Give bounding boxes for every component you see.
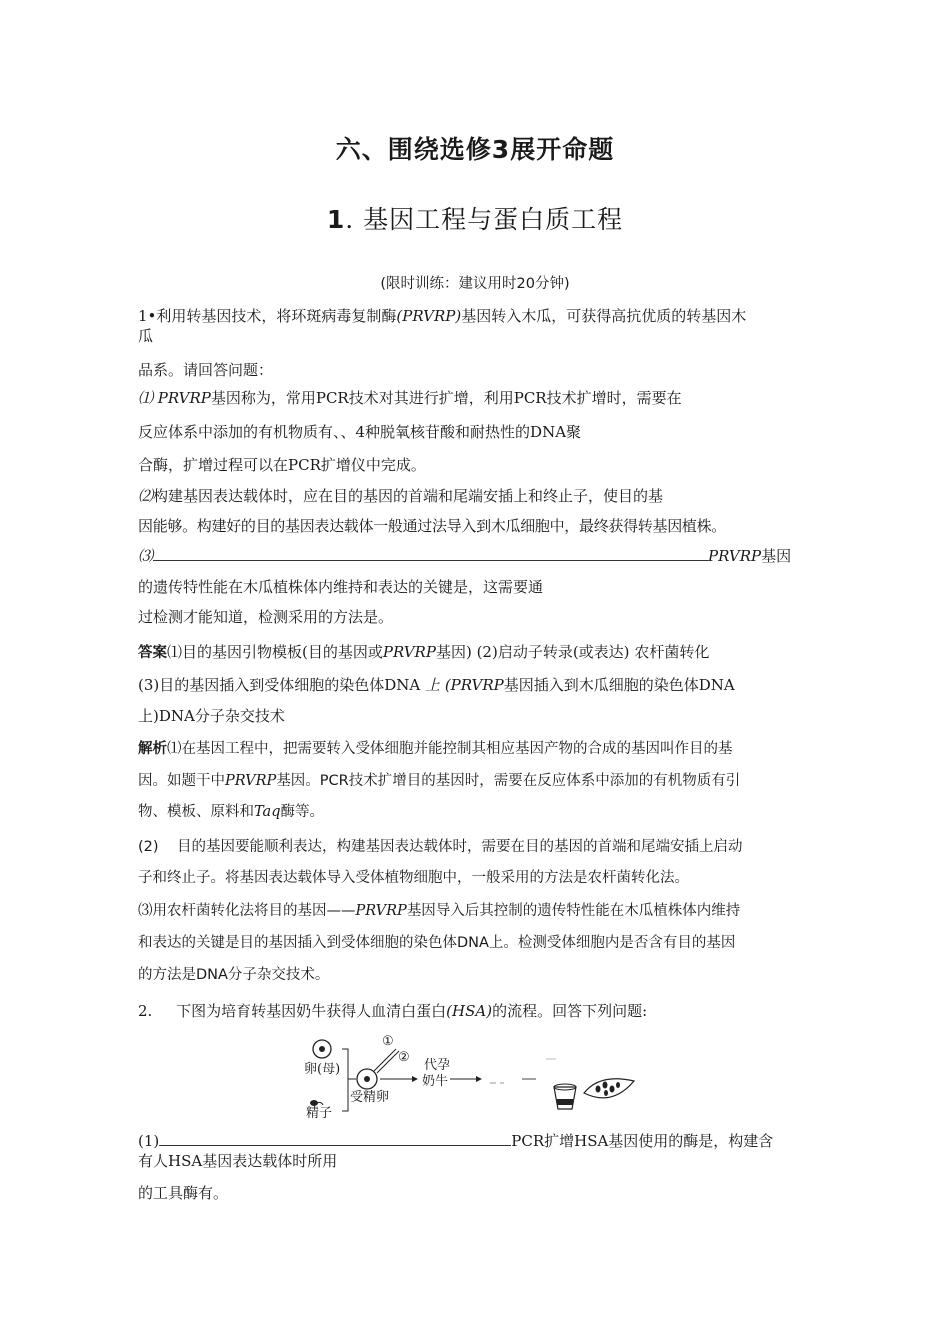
answer1-line2 <box>138 675 818 695</box>
analysis1-line8: 的方法是DNA分子杂交技术。 <box>138 967 330 983</box>
q1-part1-line3: 合酶，扩增过程可以在PCR扩增仪中完成。 <box>138 456 426 474</box>
q1-part3-line3: 过检测才能知道，检测采用的方法是。 <box>138 608 394 626</box>
gene-name: (PRVRP <box>444 676 504 694</box>
zygote-label: 受精卵 <box>350 1090 390 1105</box>
injection-pipette-icon <box>374 1049 396 1071</box>
analysis1-line3 <box>138 802 818 822</box>
topic-heading <box>0 200 950 236</box>
analysis-text: ⑶用农杆菌转化法将目的基因—— <box>138 903 356 919</box>
step2-marker: ② <box>398 1050 410 1065</box>
q1-stem-text: 1•利用转基因技术，将环斑病毒复制酶 <box>138 307 397 325</box>
gene-name: PRVRP <box>153 389 211 407</box>
topic-title: 基因工程与蛋白质工程 <box>363 205 624 234</box>
answer-blank[interactable] <box>159 1131 511 1146</box>
answer-label: 答案 <box>138 645 167 661</box>
analysis1-line1 <box>138 739 818 759</box>
answer-blank[interactable] <box>153 546 708 561</box>
part-text: 基因称为，常用PCR技术对其进行扩增，利用PCR技术扩增时，需要在 <box>210 389 682 407</box>
answer-text: 基因插入到木瓜细胞的染色体DNA <box>503 676 735 694</box>
q1-part2-line1 <box>138 486 818 506</box>
zygote-nucleus-icon <box>364 1076 370 1082</box>
q1-part3-line2: 的遗传特性能在木瓜植株体内维持和表达的关键是，这需要通 <box>138 578 544 596</box>
part-number: ⑴ <box>138 389 154 407</box>
analysis1-line6 <box>138 901 818 921</box>
analysis1-line5: 子和终止子。将基因表达载体导入受体植物细胞中，一般采用的方法是农杆菌转化法。 <box>138 870 689 886</box>
q1-part1-line1 <box>138 388 818 408</box>
analysis-label: 解析 <box>138 741 167 757</box>
analysis-text: ⑴在基因工程中，把需要转入受体细胞并能控制其相应基因产物的合成的基因叫作目的基 <box>167 741 733 757</box>
topic-number: 1 <box>326 205 346 234</box>
answer-text: 基因) <box>435 643 472 661</box>
flow-diagram-graphic <box>300 1035 640 1125</box>
gene-name: PRVRP <box>225 773 277 789</box>
part-number: ⑶ <box>138 547 154 565</box>
q1-gene-name: (PRVRP) <box>396 307 462 325</box>
answer-text: 农杆菌转化 <box>634 643 710 661</box>
analysis-text: 酶等。 <box>280 804 324 820</box>
surrogate-label: 代孕 <box>424 1058 451 1073</box>
analysis1-line2 <box>138 771 818 791</box>
analysis-text: 物、模板、原料和 <box>138 804 254 820</box>
time-limit-note: (限时训练：建议用时20分钟) <box>380 276 570 292</box>
q1-stem-line1 <box>138 306 818 326</box>
analysis-text: 因。如题干中 <box>138 773 225 789</box>
part-text: PCR扩增HSA基因使用的酶是，构建含 <box>511 1132 774 1150</box>
protein-abbrev: (HSA) <box>446 1002 493 1020</box>
bracket-line <box>342 1049 348 1111</box>
q1-stem-line2: 品系。请回答问题： <box>138 361 274 379</box>
transgenic-cow-flow-diagram <box>300 1035 640 1125</box>
cow-label: 奶牛 <box>422 1074 449 1089</box>
q2-stem <box>138 1001 818 1021</box>
analysis-text: 目的基因要能顺利表达，构建基因表达载体时，需要在目的基因的首端和尾端安插上启动 <box>176 839 743 855</box>
answer-text: 上 <box>425 676 441 694</box>
q1-stem-text-cont: 基因转入木瓜，可获得高抗优质的转基因木 <box>461 307 747 325</box>
q1-part1-line2: 反应体系中添加的有机物质有、、4种脱氧核苷酸和耐热性的DNA聚 <box>138 423 582 441</box>
part-number: (1) <box>138 1132 160 1150</box>
part-text: 构建基因表达载体时，应在目的基因的首端和尾端安插上和终止子，使目的基 <box>153 487 664 505</box>
analysis1-line4 <box>138 837 818 857</box>
egg-label: 卵(母) <box>304 1062 341 1077</box>
analysis1-line7: 和表达的关键是目的基因插入到受体细胞的染色体DNA上。检测受体细胞内是否含有目的基因 <box>138 935 736 951</box>
part-number: (2) <box>138 839 159 855</box>
q1-part3-line1 <box>138 546 818 566</box>
section-heading: 六、围绕选修3展开命题 <box>335 135 615 164</box>
q1-stem-wrap: 瓜 <box>138 327 154 345</box>
sperm-label: 精子 <box>306 1106 333 1121</box>
step1-marker: ① <box>382 1034 394 1049</box>
question-text: 下图为培育转基因奶牛获得人血清白蛋白 <box>176 1002 447 1020</box>
answer-text: ⑴目的基因引物模板(目的基因或 <box>167 643 383 661</box>
egg-nucleus-icon <box>319 1046 325 1052</box>
q2-part1-line1 <box>138 1131 818 1151</box>
gene-name: PRVRP <box>355 903 407 919</box>
answer-text: (3)目的基因插入到受体细胞的染色体DNA <box>138 676 421 694</box>
q2-part1-line2: 有人HSA基因表达载体时所用 <box>138 1152 338 1170</box>
q2-part1-line3: 的工具酶有。 <box>138 1184 229 1202</box>
q1-part2-line2: 因能够。构建好的目的基因表达载体一般通过法导入到木瓜细胞中，最终获得转基因植株。 <box>138 517 727 535</box>
arrow-head-icon <box>476 1076 482 1082</box>
mammary-gland-icon <box>584 1079 634 1098</box>
question-text: 的流程。回答下列问题: <box>492 1002 648 1020</box>
enzyme-name: Taq <box>254 804 281 820</box>
part-text: 基因 <box>761 547 792 565</box>
analysis-text: 基因。PCR技术扩增目的基因时，需要在反应体系中添加的有机物质有引 <box>276 773 741 789</box>
answer-text: (2)启动子转录(或表达) <box>476 643 630 661</box>
answer1-line1 <box>138 642 818 663</box>
answer1-line3: 上)DNA分子杂交技术 <box>138 707 285 725</box>
analysis-text: 基因导入后其控制的遗传特性能在木瓜植株体内维持 <box>406 903 741 919</box>
gene-name: PRVRP <box>708 547 762 565</box>
part-number: ⑵ <box>138 487 154 505</box>
arrow-head-icon <box>412 1076 418 1082</box>
question-number: 2. <box>138 1002 153 1020</box>
topic-dot: . <box>345 205 355 234</box>
gene-name: PRVRP <box>382 643 436 661</box>
